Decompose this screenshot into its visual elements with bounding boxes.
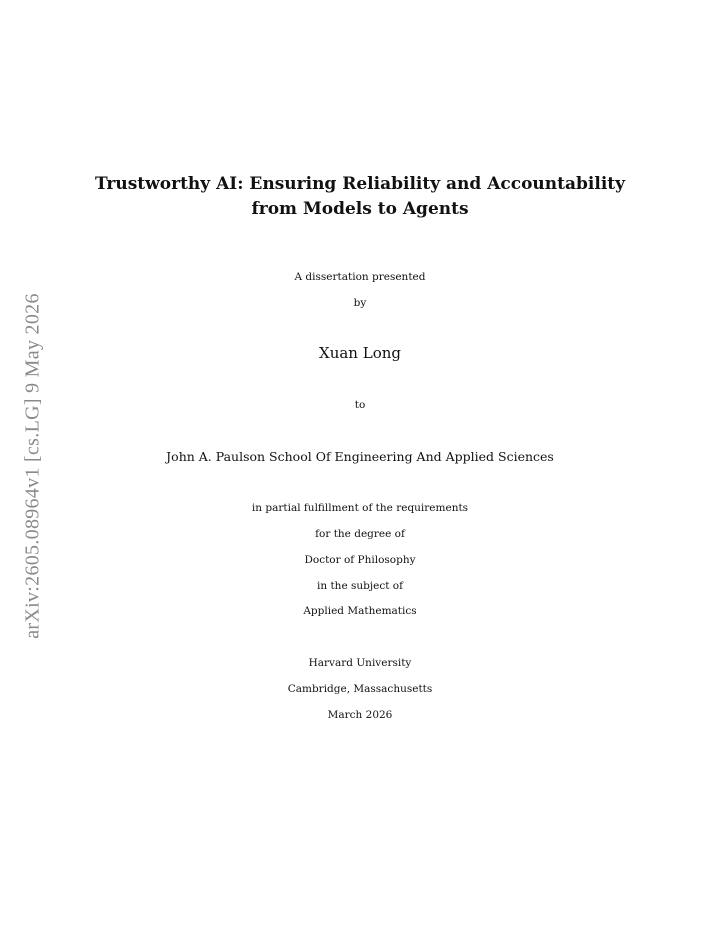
by-text: by bbox=[353, 297, 367, 309]
university-name: Harvard University bbox=[308, 657, 412, 669]
author-name: Xuan Long bbox=[319, 344, 401, 362]
date-text: March 2026 bbox=[327, 709, 393, 721]
presented-text: A dissertation presented bbox=[294, 271, 426, 283]
to-text: to bbox=[354, 399, 366, 411]
dissertation-title bbox=[0, 172, 720, 222]
fulfillment-line: in partial fulfillment of the requirements bbox=[251, 502, 469, 514]
subject-name: Applied Mathematics bbox=[303, 605, 417, 617]
degree-name: Doctor of Philosophy bbox=[304, 554, 416, 566]
title-line-1: Trustworthy AI: Ensuring Reliability and Accountability bbox=[94, 174, 626, 194]
arxiv-identifier[interactable]: arXiv:2605.08964v1 [cs.LG] 9 May 2026 bbox=[21, 293, 44, 639]
title-line-2: from Models to Agents bbox=[251, 199, 469, 219]
subject-intro: in the subject of bbox=[317, 580, 403, 592]
degree-intro: for the degree of bbox=[315, 528, 405, 540]
location-text: Cambridge, Massachusetts bbox=[287, 683, 433, 695]
school-name: John A. Paulson School Of Engineering And Applied Sciences bbox=[166, 449, 554, 464]
